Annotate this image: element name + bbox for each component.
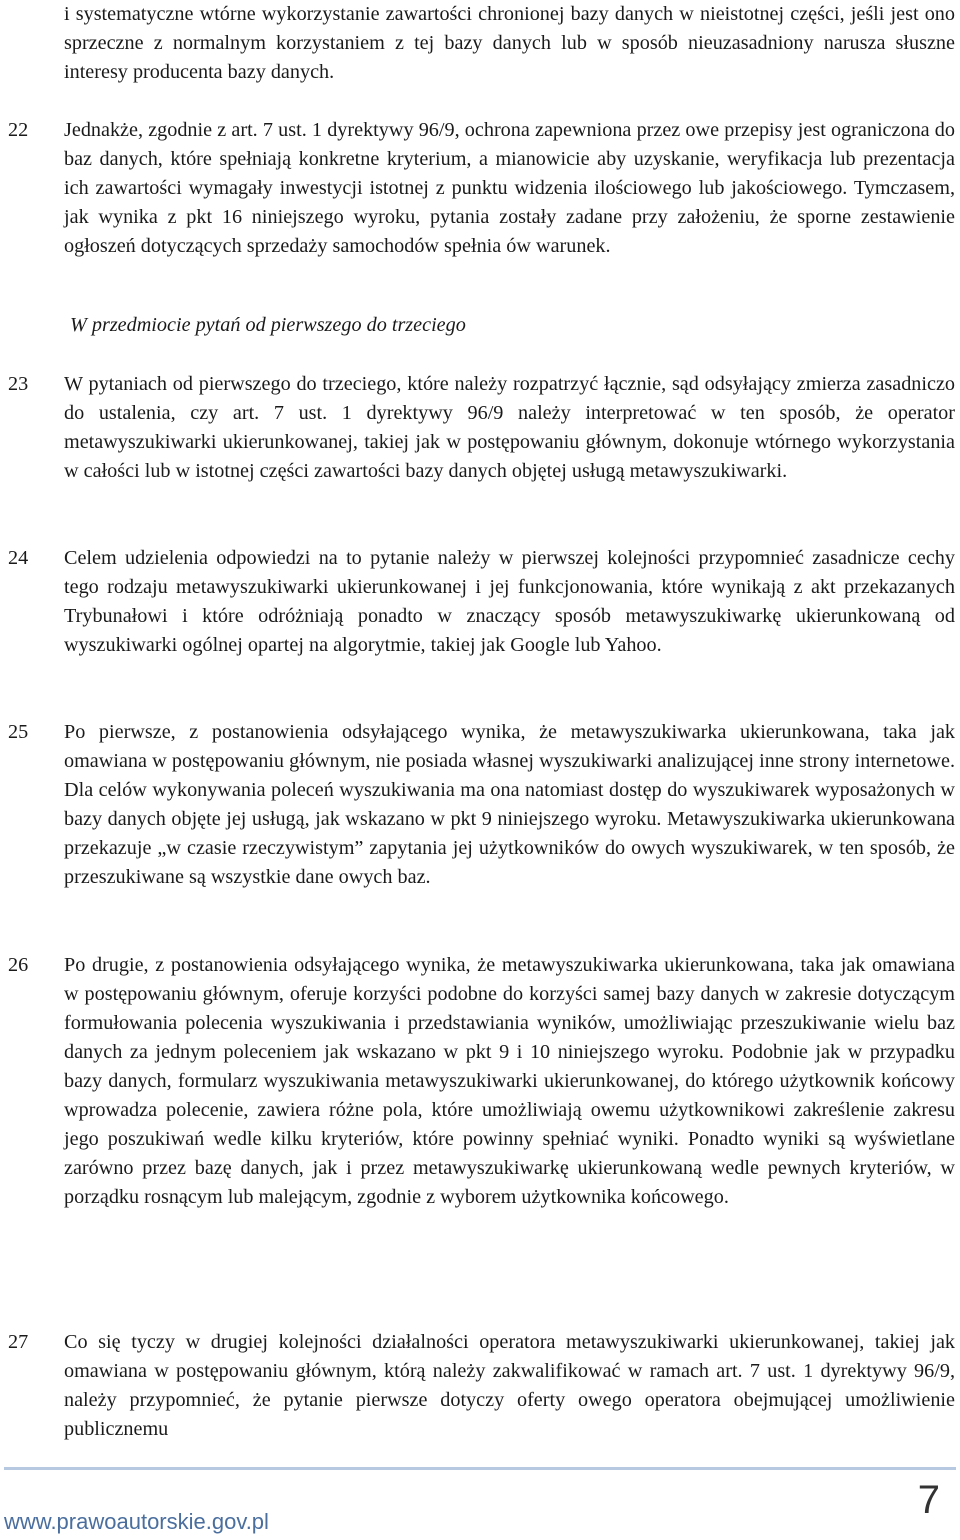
paragraph-number-24: 24 — [8, 547, 29, 569]
paragraph-number-27: 27 — [8, 1331, 29, 1353]
paragraph-continuation: i systematyczne wtórne wykorzystanie zawartości chronionej bazy danych w nieistotnej części, jeśli jest ono sprzeczne z normalnym korzystaniem z tej bazy danych lub w sposób nieuzasadniony narusza słuszne interesy producenta bazy danych. — [64, 3, 955, 83]
paragraph-number-23: 23 — [8, 373, 29, 395]
paragraph-number-22: 22 — [8, 119, 29, 141]
paragraph-24: Celem udzielenia odpowiedzi na to pytanie należy w pierwszej kolejności przypomnieć zasadnicze cechy tego rodzaju metawyszukiwarki ukierunkowanej i jej funkcjonowania, które wynikają z akt przekazanych Trybunałowi i które odróżniają ponadto w znaczący sposób metawyszukiwarkę ukierunkowaną od wyszukiwarki ogólnej opartej na algorytmie, takiej jak Google lub Yahoo. — [64, 547, 955, 656]
paragraph-25: Po pierwsze, z postanowienia odsyłającego wynika, że metawyszukiwarka ukierunkowana, taka jak omawiana w postępowaniu głównym, nie posiada własnej wyszukiwarki analizującej inne strony internetowe. Dla celów wykonywania poleceń wyszukiwania ma ona natomiast dostęp do wyszukiwarek wyposażonych w bazy danych objęte jej usługą, jak wskazano w pkt 9 niniejszego wyroku. Metawyszukiwarka ukierunkowana przekazuje „w czasie rzeczywistym” zapytania jej użytkowników do owych wyszukiwarek, w ten sposób, że przeszukiwane są wszystkie dane owych baz. — [64, 721, 955, 888]
paragraph-23: W pytaniach od pierwszego do trzeciego, które należy rozpatrzyć łącznie, sąd odsyłający zmierza zasadniczo do ustalenia, czy art. 7 ust. 1 dyrektywy 96/9 należy interpretować w ten sposób, że operator metawyszukiwarki ukierunkowanej, takiej jak w postępowaniu głównym, dokonuje wtórnego wykorzystania w całości lub w istotnej części zawartości bazy danych objętej usługą metawyszukiwarki. — [64, 373, 955, 482]
footer-divider — [4, 1467, 956, 1470]
paragraph-26: Po drugie, z postanowienia odsyłającego wynika, że metawyszukiwarka ukierunkowana, taka jak omawiana w postępowaniu głównym, oferuje korzyści podobne do korzyści samej bazy danych w zakresie dotyczącym formułowania polecenia wyszukiwania i przedstawiania wyników, umożliwiając przeszukiwanie wielu baz danych za jednym poleceniem jak wskazano w pkt 9 i 10 niniejszego wyroku. Podobnie jak w przypadku bazy danych, formularz wyszukiwania metawyszukiwarki ukierunkowanej, do którego użytkownik końcowy wprowadza polecenie, zawiera różne pola, które umożliwiają owemu użytkownikowi zakreślenie zakresu jego poszukiwań wedle kilku kryteriów, które powinny spełniać wyniki. Ponadto wyniki są wyświetlane zarówno przez bazę danych, jak i przez metawyszukiwarkę ukierunkowaną wedle pewnych kryteriów, w porządku rosnącym lub malejącym, zgodnie z wyborem użytkownika końcowego. — [64, 954, 955, 1208]
section-heading: W przedmiocie pytań od pierwszego do trzeciego — [70, 314, 466, 336]
paragraph-22: Jednakże, zgodnie z art. 7 ust. 1 dyrektywy 96/9, ochrona zapewniona przez owe przepisy jest ograniczona do baz danych, które spełniają konkretne kryterium, a mianowicie aby uzyskanie, weryfikacja lub prezentacja ich zawartości wymagały inwestycji istotnej z punktu widzenia ilościowego lub jakościowego. Tymczasem, jak wynika z pkt 16 niniejszego wyroku, pytania zostały zadane przy założeniu, że sporne zestawienie ogłoszeń dotyczących sprzedaży samochodów spełnia ów warunek. — [64, 119, 955, 257]
paragraph-number-26: 26 — [8, 954, 29, 976]
page-number: 7 — [917, 1478, 940, 1522]
paragraph-number-25: 25 — [8, 721, 29, 743]
paragraph-27: Co się tyczy w drugiej kolejności działalności operatora metawyszukiwarki ukierunkowanej, takiej jak omawiana w postępowaniu głównym, którą należy zakwalifikować w ramach art. 7 ust. 1 dyrektywy 96/9, należy przypomnieć, że pytanie pierwsze dotyczy oferty owego operatora obejmującej umożliwienie publicznemu — [64, 1331, 955, 1440]
footer-url-link[interactable]: www.prawoautorskie.gov.pl — [4, 1509, 269, 1534]
